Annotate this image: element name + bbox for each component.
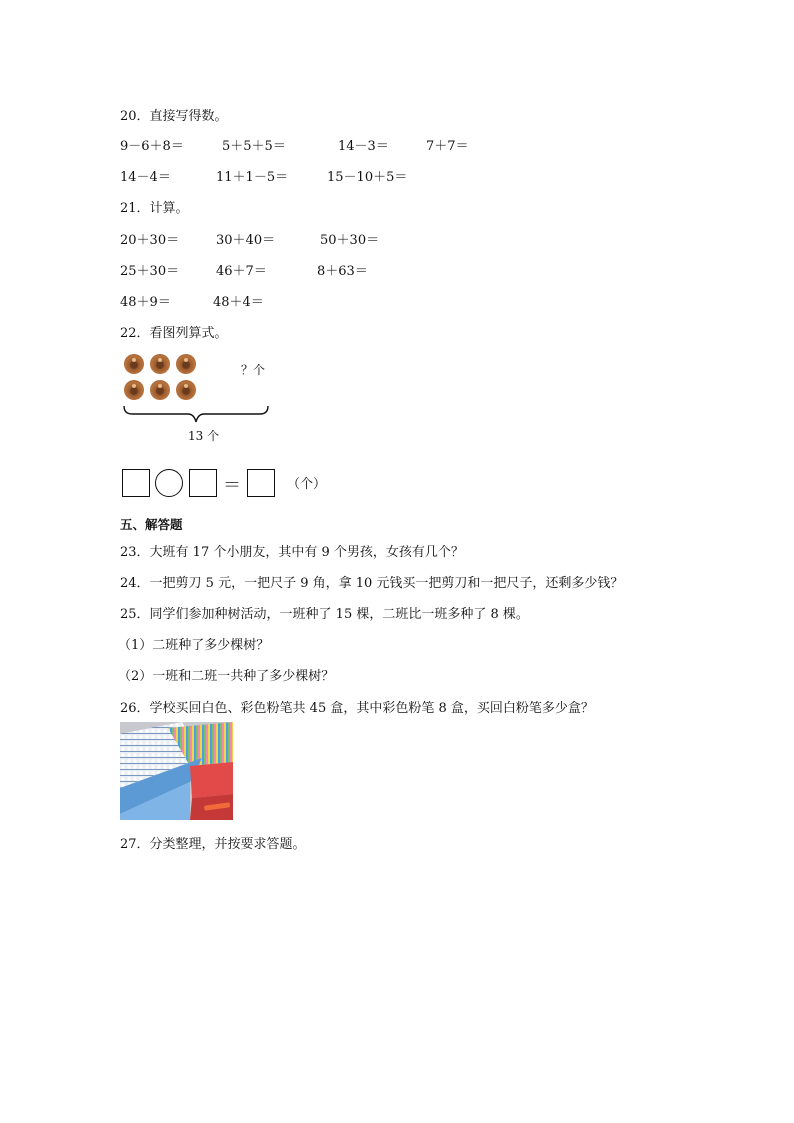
q21-title: 21．计算。 <box>120 201 189 216</box>
cookie-icon <box>176 354 196 374</box>
q20-item: 14－4＝ <box>120 170 171 185</box>
cookie-icon <box>124 380 144 400</box>
q27-text: 27．分类整理，并按要求答题。 <box>120 837 306 852</box>
equals-sign: ＝ <box>223 475 241 496</box>
unit-label: （个） <box>287 477 327 492</box>
q20-item: 14－3＝ <box>338 139 389 154</box>
q21-item: 20＋30＝ <box>120 233 180 248</box>
section-title: 五、解答题 <box>120 517 183 532</box>
cookie-icon <box>176 380 196 400</box>
q21-item: 8＋63＝ <box>317 264 368 279</box>
unknown-count-label: ？个 <box>241 363 266 377</box>
q25-sub-1: （1）二班种了多少棵树？ <box>118 638 270 653</box>
q20-item: 15－10＋5＝ <box>327 170 408 185</box>
q23-text: 23．大班有 17 个小朋友，其中有 9 个男孩，女孩有几个？ <box>120 545 464 560</box>
q24-text: 24．一把剪刀 5 元，一把尺子 9 角，拿 10 元钱买一把剪刀和一把尺子，还剩多少钱？ <box>120 576 624 591</box>
q21-item: 25＋30＝ <box>120 264 180 279</box>
cookie-icon <box>150 354 170 374</box>
answer-box[interactable] <box>247 469 275 497</box>
q22-title: 22．看图列算式。 <box>120 326 228 341</box>
q21-item: 30＋40＝ <box>216 233 276 248</box>
q20-item: 11＋1－5＝ <box>216 170 289 185</box>
answer-box[interactable] <box>189 469 217 497</box>
answer-box[interactable] <box>122 469 150 497</box>
q25-text: 25．同学们参加种树活动，一班种了 15 棵，二班比一班多种了 8 棵。 <box>120 607 529 622</box>
q25-sub-2: （2）一班和二班一共种了多少棵树？ <box>118 669 335 684</box>
cookie-icon <box>150 380 170 400</box>
cookie-icon <box>124 354 144 374</box>
q21-item: 50＋30＝ <box>320 233 380 248</box>
q20-item: 7＋7＝ <box>426 139 469 154</box>
q21-item: 48＋9＝ <box>120 295 171 310</box>
operator-circle[interactable] <box>155 469 183 497</box>
q21-item: 48＋4＝ <box>213 295 264 310</box>
chalk-boxes-image <box>120 722 233 820</box>
q21-item: 46＋7＝ <box>216 264 267 279</box>
q20-item: 9－6＋8＝ <box>120 139 184 154</box>
q20-title: 20．直接写得数。 <box>120 109 228 124</box>
q20-item: 5＋5＋5＝ <box>222 139 286 154</box>
q26-text: 26．学校买回白色、彩色粉笔共 45 盒，其中彩色粉笔 8 盒，买回白粉笔多少盒？ <box>120 701 594 716</box>
brace-icon <box>118 404 274 426</box>
total-count-label: 13 个 <box>188 429 220 443</box>
